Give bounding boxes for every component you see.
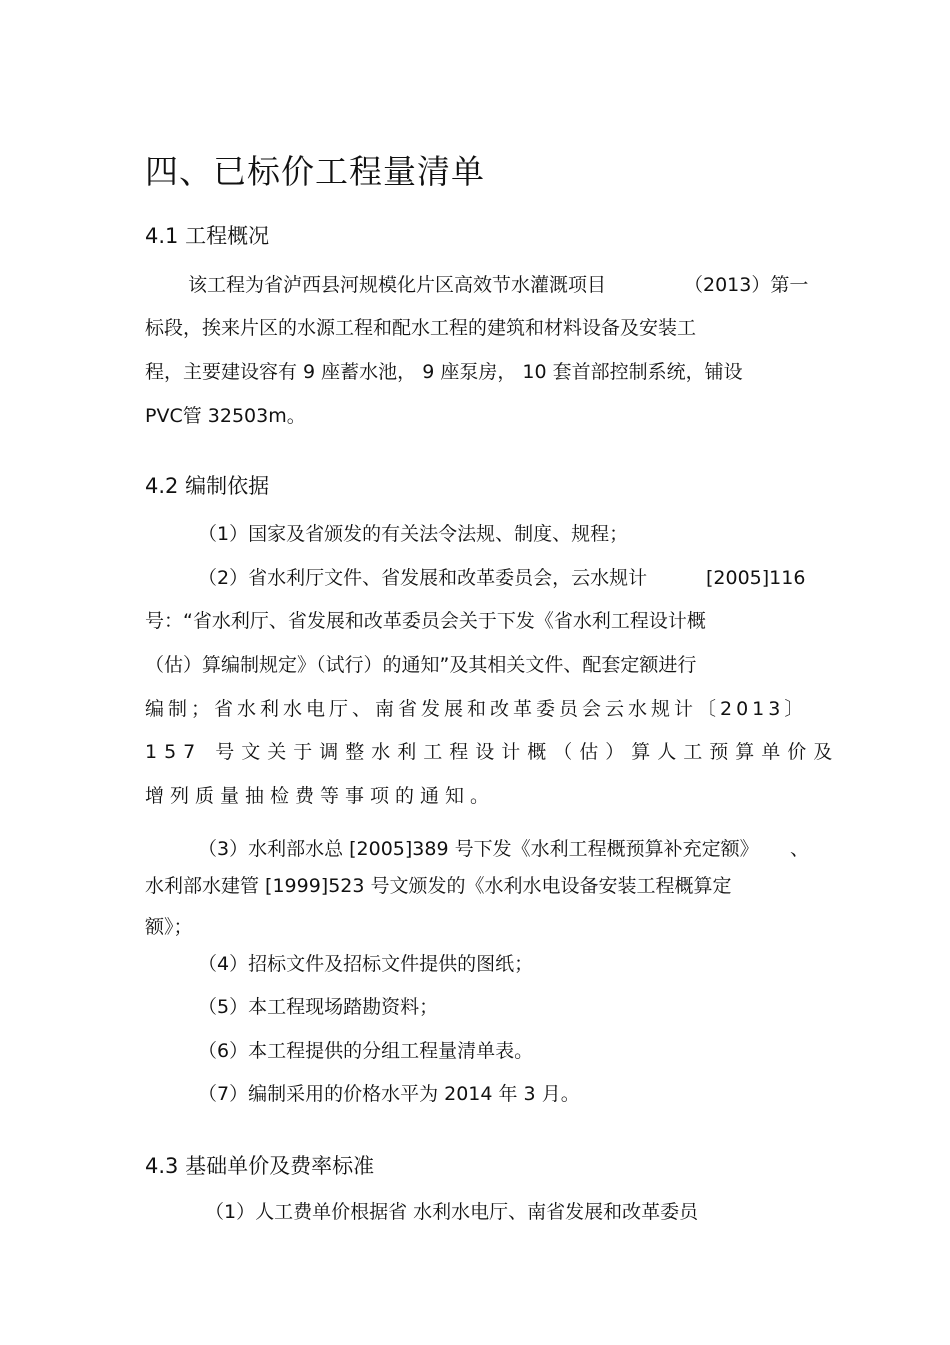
s42-item-2: （2）省水利厅文件、省发展和改革委员会，云水规计	[198, 567, 648, 589]
s42-line-10: 额》；	[145, 916, 193, 938]
s42-item-4: （4）招标文件及招标文件提供的图纸；	[198, 953, 534, 975]
s42-line-6: 157 号文关于调整水利工程设计概（估）算人工预算单价及	[145, 741, 840, 763]
s41-line-4: PVC管 32503m。	[145, 405, 306, 427]
s41-line-2: 标段，挨来片区的水源工程和配水工程的建筑和材料设备及安装工	[145, 317, 697, 339]
s41-line-1b: （2013）第一	[684, 274, 809, 296]
page-title: 四、已标价工程量清单	[145, 152, 485, 191]
s43-item-1: （1）人工费单价根据省 水利水电厅、南省发展和改革委员	[205, 1201, 699, 1223]
s42-item-3: （3）水利部水总 [2005]389 号下发《水利工程概预算补充定额》	[198, 838, 759, 860]
s42-line-4: （估）算编制规定》（试行）的通知”及其相关文件、配套定额进行	[145, 654, 697, 676]
s42-item-2b: [2005]116	[706, 567, 806, 589]
section-4-3-heading: 4.3 基础单价及费率标准	[145, 1154, 375, 1178]
s41-line-3: 程，主要建设容有 9 座蓄水池， 9 座泵房， 10 套首部控制系统，铺设	[145, 361, 743, 383]
s41-line-1: 该工程为省泸西县河规模化片区高效节水灌溉项目	[188, 274, 607, 296]
s42-item-7: （7）编制采用的价格水平为 2014 年 3 月。	[198, 1083, 580, 1105]
section-4-2-heading: 4.2 编制依据	[145, 474, 270, 498]
s42-item-6: （6）本工程提供的分组工程量清单表。	[198, 1040, 534, 1062]
s42-item-1: （1）国家及省颁发的有关法令法规、制度、规程；	[198, 523, 629, 545]
s42-line-7: 增列质量抽检费等事项的通知。	[145, 785, 496, 807]
section-4-1-heading: 4.1 工程概况	[145, 224, 270, 248]
s42-line-5: 编制；省水利水电厅、南省发展和改革委员会云水规计〔2013〕	[145, 698, 808, 720]
s42-line-9: 水利部水建管 [1999]523 号文颁发的《水利水电设备安装工程概算定	[145, 875, 732, 897]
s42-line-3: 号：“省水利厅、省发展和改革委员会关于下发《省水利工程设计概	[145, 610, 706, 632]
s42-item-5: （5）本工程现场踏勘资料；	[198, 996, 439, 1018]
s42-item-3b: 、	[790, 838, 810, 860]
